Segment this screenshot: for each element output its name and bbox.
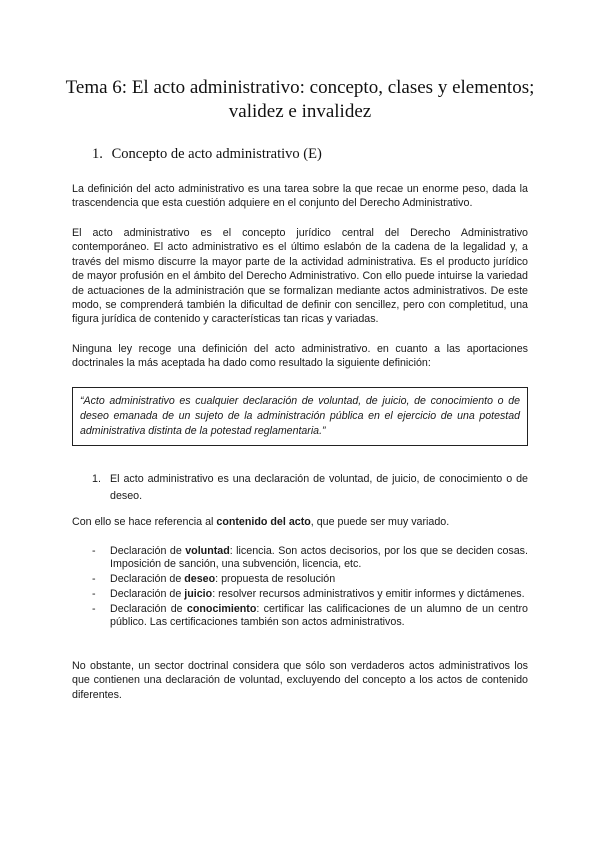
list-item xyxy=(92,588,528,601)
bullet-dash: - xyxy=(92,545,96,557)
paragraph-no-law-definition: Ninguna ley recoge una definición del acto administrativo. en cuanto a las aportaciones doctrinales la más aceptada ha dado como resultado la siguiente definición: xyxy=(72,343,528,370)
bullet-text: : resolver recursos administrativos y emitir informes y dictámenes. xyxy=(212,588,525,600)
bullet-text: : certificar las calificaciones de un alumno de un centro público. Las certificaciones también son actos administrativos. xyxy=(110,603,528,628)
bullet-dash: - xyxy=(92,573,96,585)
bullet-text: : licencia. Son actos decisorios, por los que se deciden cosas. Imposición de sanción, una subvención, licencia, etc. xyxy=(110,545,528,570)
bullet-dash: - xyxy=(92,603,96,615)
list-item xyxy=(92,573,528,586)
section-heading-text: Concepto de acto administrativo (E) xyxy=(111,146,322,162)
numbered-item-marker: 1. xyxy=(92,473,101,485)
bullet-bold: conocimiento xyxy=(186,603,257,615)
bullet-text: Declaración de xyxy=(110,603,187,615)
bullet-bold: voluntad xyxy=(185,545,230,557)
list-item xyxy=(92,603,528,629)
bullet-text: Declaración de xyxy=(110,588,185,600)
definition-quote-box: “Acto administrativo es cualquier declaración de voluntad, de juicio, de conocimiento o de deseo emanada de un sujeto de la administración pública en el ejercicio de una potestad administrativa distinta de la potestad reglamentaria.” xyxy=(72,387,528,446)
bullet-dash: - xyxy=(92,588,96,600)
bullet-bold: juicio xyxy=(184,588,213,600)
bullet-text: : propuesta de resolución xyxy=(215,573,336,585)
paragraph-content-reference xyxy=(72,515,528,529)
content-reference-pre: Con ello se hace referencia al xyxy=(72,516,217,528)
document-title: Tema 6: El acto administrativo: concepto, clases y elementos; validez e invalidez xyxy=(65,77,535,122)
section-number: 1. xyxy=(92,146,103,162)
bullet-text: Declaración de xyxy=(110,573,185,585)
bullet-bold: deseo xyxy=(184,573,216,585)
paragraph-doctrinal-sector: No obstante, un sector doctrinal considera que sólo son verdaderos actos administrativos los que contienen una declaración de voluntad, excluyendo del concepto a los actos de contenido diferentes. xyxy=(72,660,528,701)
paragraph-central-concept: El acto administrativo es el concepto jurídico central del Derecho Administrativo contemporáneo. El acto administrativo es el último eslabón de la cadena de la legalidad y, a través del mismo discurre la mayor parte de la actividad administrativa. Es el producto jurídico de mayor profusión en el ámbito del Derecho Administrativo. Con ello puede intuirse la variedad de actuaciones de la administración que se formalizan mediante actos administrativos. De este modo, se comprenderá también la dificultad de definir con sencillez, pero con completitud, una figura jurídica de contenido y características tan ricas y variadas. xyxy=(72,227,528,326)
declaration-types-list xyxy=(92,545,528,631)
numbered-item-text: El acto administrativo es una declaración de voluntad, de juicio, de conocimiento o de deseo. xyxy=(110,473,528,502)
bullet-text: Declaración de xyxy=(110,545,186,557)
section-heading xyxy=(92,146,322,163)
paragraph-definition-intro: La definición del acto administrativo es una tarea sobre la que recae un enorme peso, dada la trascendencia que esta cuestión adquiere en el conjunto del Derecho Administrativo. xyxy=(72,183,528,210)
numbered-item xyxy=(92,471,528,505)
content-reference-bold: contenido del acto xyxy=(216,516,311,528)
content-reference-post: , que puede ser muy variado. xyxy=(310,516,450,528)
list-item xyxy=(92,545,528,571)
